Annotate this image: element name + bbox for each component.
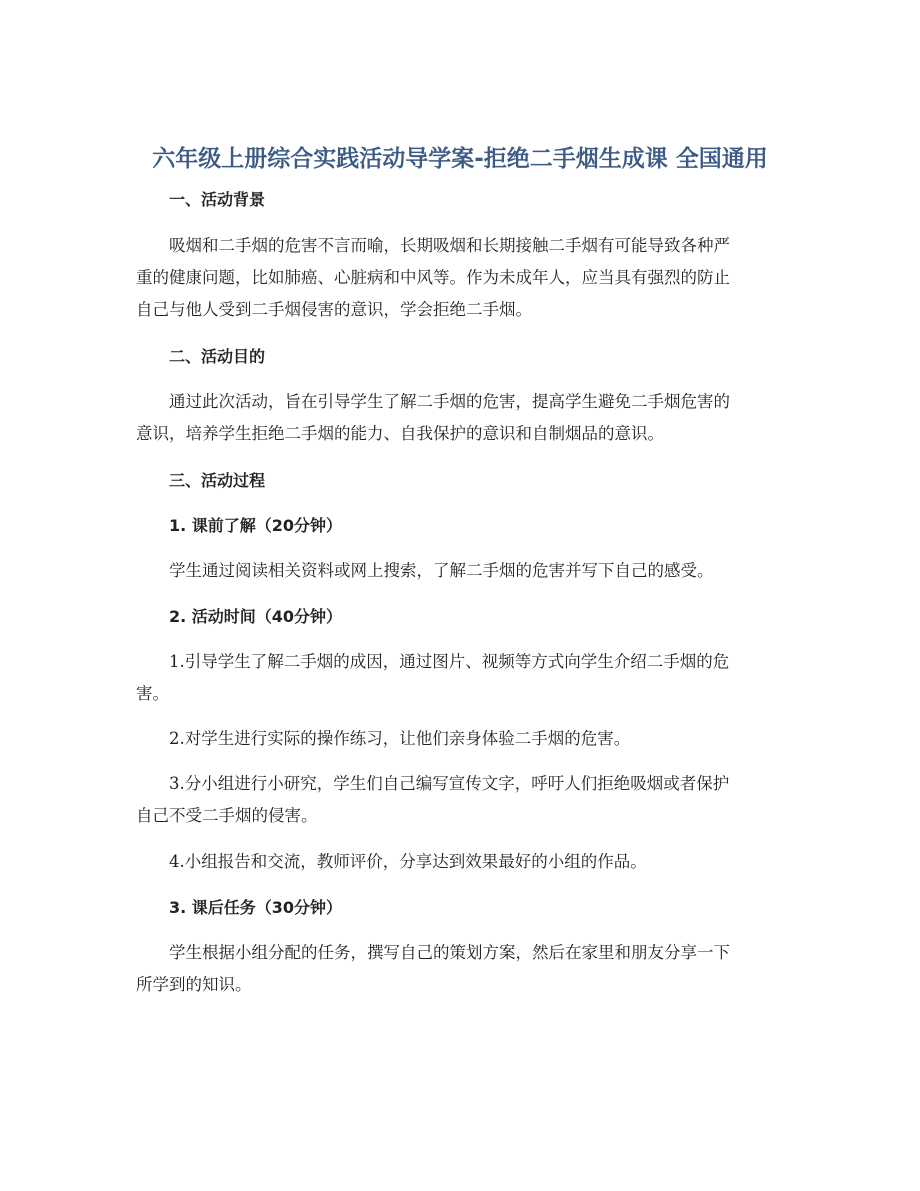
section-heading-background: 一、活动背景 [169, 190, 266, 209]
section-heading-process: 三、活动过程 [169, 471, 266, 490]
list-item-activity-4 [136, 846, 786, 878]
list-item-activity-3 [136, 768, 786, 832]
list-item-activity-1 [136, 646, 786, 710]
text-line: 所学到的知识。 [136, 975, 252, 994]
paragraph-pre-class [136, 555, 786, 587]
text-line: 自己不受二手烟的侵害。 [136, 806, 318, 825]
text-line: 3.分小组进行小研究，学生们自己编写宣传文字，呼吁人们拒绝吸烟或者保护 [169, 774, 730, 793]
subsection-heading-pre-class: 1. 课前了解（20分钟） [169, 516, 343, 535]
text-line: 学生根据小组分配的任务，撰写自己的策划方案，然后在家里和朋友分享一下 [169, 943, 730, 962]
text-line: 自己与他人受到二手烟侵害的意识，学会拒绝二手烟。 [136, 300, 532, 319]
text-line: 吸烟和二手烟的危害不言而喻，长期吸烟和长期接触二手烟有可能导致各种严 [169, 236, 730, 255]
text-line: 害。 [136, 684, 169, 703]
subsection-heading-activity-time: 2. 活动时间（40分钟） [169, 607, 343, 626]
text-line: 重的健康问题，比如肺癌、心脏病和中风等。作为未成年人，应当具有强烈的防止 [136, 268, 730, 287]
document-title: 六年级上册综合实践活动导学案-拒绝二手烟生成课 全国通用 [152, 146, 768, 172]
text-line: 2.对学生进行实际的操作练习，让他们亲身体验二手烟的危害。 [169, 729, 631, 748]
paragraph-background [136, 230, 786, 326]
text-line: 1.引导学生了解二手烟的成因，通过图片、视频等方式向学生介绍二手烟的危 [169, 652, 730, 671]
list-item-activity-2 [136, 723, 786, 755]
paragraph-purpose [136, 386, 786, 450]
text-line: 意识，培养学生拒绝二手烟的能力、自我保护的意识和自制烟品的意识。 [136, 424, 664, 443]
paragraph-after-class [136, 937, 786, 1001]
text-line: 4.小组报告和交流，教师评价，分享达到效果最好的小组的作品。 [169, 852, 647, 871]
section-heading-purpose: 二、活动目的 [169, 347, 266, 366]
text-line: 通过此次活动，旨在引导学生了解二手烟的危害，提高学生避免二手烟危害的 [169, 392, 730, 411]
subsection-heading-after-class: 3. 课后任务（30分钟） [169, 898, 343, 917]
text-line: 学生通过阅读相关资料或网上搜索，了解二手烟的危害并写下自己的感受。 [169, 561, 714, 580]
